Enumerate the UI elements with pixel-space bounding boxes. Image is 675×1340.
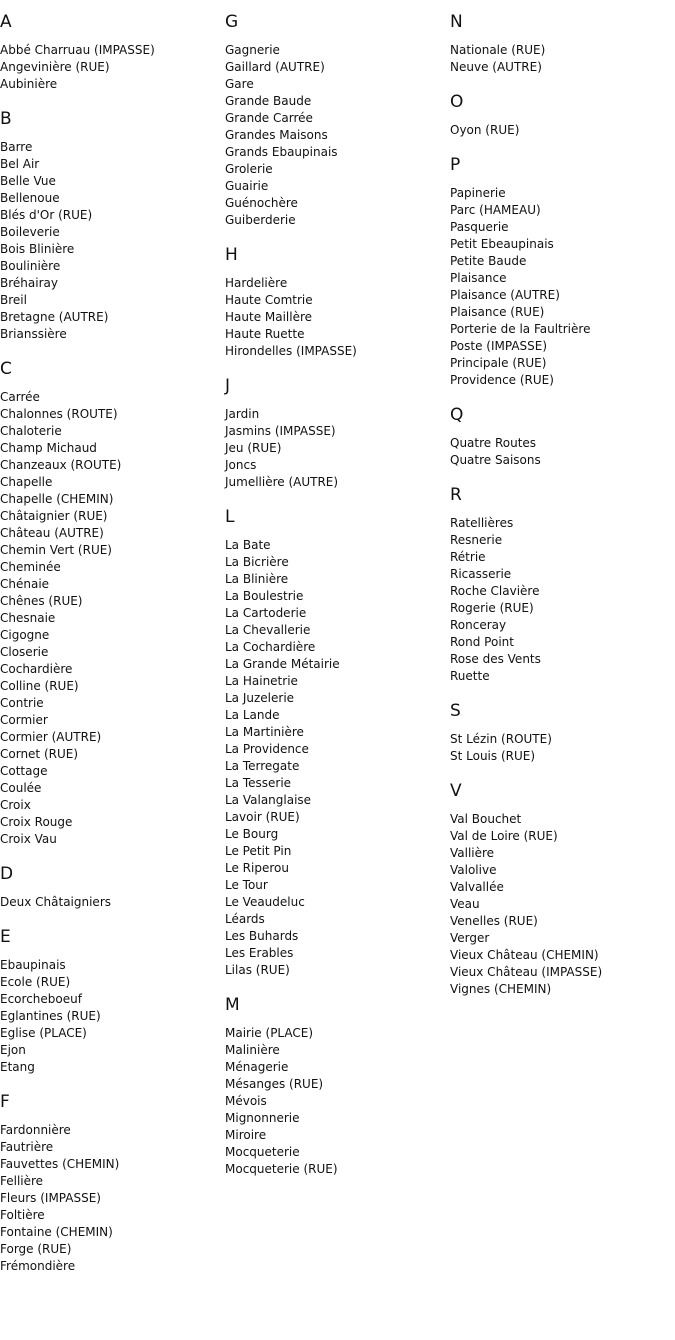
- street-entry[interactable]: Les Erables: [225, 946, 294, 960]
- street-entry[interactable]: Fontaine (CHEMIN): [0, 1225, 113, 1239]
- street-entry[interactable]: Joncs: [225, 458, 257, 472]
- street-entry[interactable]: Parc (HAMEAU): [450, 203, 541, 217]
- street-entry[interactable]: Roche Clavière: [450, 584, 540, 598]
- street-entry[interactable]: Bel Air: [0, 157, 40, 171]
- street-entry[interactable]: La Juzelerie: [225, 691, 295, 705]
- street-entry[interactable]: Grandes Maisons: [225, 128, 328, 142]
- street-entry[interactable]: Guiberderie: [225, 213, 296, 227]
- street-entry[interactable]: Mocqueterie (RUE): [225, 1162, 338, 1176]
- street-entry[interactable]: Chapelle (CHEMIN): [0, 492, 114, 506]
- street-entry[interactable]: Mairie (PLACE): [225, 1026, 314, 1040]
- section-letter-heading: P: [450, 155, 461, 175]
- street-entry[interactable]: Bretagne (AUTRE): [0, 310, 109, 324]
- letter-section-c: [0, 357, 220, 848]
- street-entry[interactable]: Rose des Vents: [450, 652, 541, 666]
- street-entry[interactable]: Haute Ruette: [225, 327, 305, 341]
- section-letter-heading: G: [225, 12, 239, 32]
- street-entry[interactable]: Cormier: [0, 713, 48, 727]
- street-entry[interactable]: La Blinière: [225, 572, 289, 586]
- street-entry[interactable]: Mocqueterie: [225, 1145, 300, 1159]
- street-entry[interactable]: Grolerie: [225, 162, 273, 176]
- street-entry[interactable]: Carrée: [0, 390, 40, 404]
- street-entry[interactable]: Neuve (AUTRE): [450, 60, 542, 74]
- letter-section-n: [450, 10, 670, 76]
- street-entry[interactable]: Ebaupinais: [0, 958, 66, 972]
- street-entry[interactable]: St Lézin (ROUTE): [450, 732, 552, 746]
- section-letter-heading: B: [0, 109, 12, 129]
- street-entry[interactable]: La Chevallerie: [225, 623, 311, 637]
- street-entry[interactable]: Plaisance: [450, 271, 507, 285]
- street-entry[interactable]: Chanzeaux (ROUTE): [0, 458, 122, 472]
- street-entry[interactable]: Chalonnes (ROUTE): [0, 407, 118, 421]
- letter-section-h: [225, 243, 445, 360]
- letter-section-q: [450, 403, 670, 469]
- street-entry[interactable]: Lilas (RUE): [225, 963, 290, 977]
- street-entry[interactable]: Veau: [450, 897, 480, 911]
- letter-section-f: [0, 1090, 220, 1275]
- letter-section-g: [225, 10, 445, 229]
- street-entry[interactable]: Chénaie: [0, 577, 50, 591]
- street-entry[interactable]: Croix: [0, 798, 31, 812]
- section-letter-heading: M: [225, 995, 240, 1015]
- street-entry[interactable]: Val Bouchet: [450, 812, 522, 826]
- street-entry[interactable]: Contrie: [0, 696, 44, 710]
- street-entry[interactable]: Jumellière (AUTRE): [225, 475, 339, 489]
- street-entry[interactable]: Ricasserie: [450, 567, 512, 581]
- letter-section-e: [0, 925, 220, 1076]
- street-entry[interactable]: Brianssière: [0, 327, 67, 341]
- street-entry[interactable]: Fauvettes (CHEMIN): [0, 1157, 120, 1171]
- street-entry[interactable]: Verger: [450, 931, 490, 945]
- section-letter-heading: S: [450, 701, 461, 721]
- street-entry[interactable]: Ecole (RUE): [0, 975, 71, 989]
- street-entry[interactable]: Boileverie: [0, 225, 60, 239]
- street-entry[interactable]: Chênes (RUE): [0, 594, 83, 608]
- street-entry[interactable]: Val de Loire (RUE): [450, 829, 558, 843]
- street-entry[interactable]: Breil: [0, 293, 27, 307]
- street-entry[interactable]: Ecorcheboeuf: [0, 992, 82, 1006]
- street-entry[interactable]: Principale (RUE): [450, 356, 547, 370]
- index-column-2: [225, 10, 445, 1192]
- section-letter-heading: D: [0, 864, 14, 884]
- street-entry[interactable]: Nationale (RUE): [450, 43, 546, 57]
- street-entry[interactable]: Croix Rouge: [0, 815, 73, 829]
- street-entry[interactable]: Haute Comtrie: [225, 293, 313, 307]
- section-letter-heading: N: [450, 12, 463, 32]
- street-entry[interactable]: Léards: [225, 912, 265, 926]
- street-entry[interactable]: Oyon (RUE): [450, 123, 520, 137]
- street-entry[interactable]: Cigogne: [0, 628, 50, 642]
- street-entry[interactable]: Vallière: [450, 846, 495, 860]
- street-entry[interactable]: Gare: [225, 77, 254, 91]
- section-letter-heading: C: [0, 359, 12, 379]
- street-entry[interactable]: Frémondière: [0, 1259, 76, 1273]
- street-entry[interactable]: Vignes (CHEMIN): [450, 982, 552, 996]
- letter-section-d: [0, 862, 220, 911]
- street-entry[interactable]: Châtaignier (RUE): [0, 509, 108, 523]
- street-entry[interactable]: Vieux Château (IMPASSE): [450, 965, 603, 979]
- letter-section-p: [450, 153, 670, 389]
- street-entry[interactable]: Papinerie: [450, 186, 506, 200]
- street-entry[interactable]: Foltière: [0, 1208, 45, 1222]
- street-entry[interactable]: Fardonnière: [0, 1123, 71, 1137]
- street-entry[interactable]: Jeu (RUE): [225, 441, 282, 455]
- letter-section-v: [450, 779, 670, 998]
- street-entry[interactable]: Plaisance (RUE): [450, 305, 545, 319]
- street-entry[interactable]: Le Tour: [225, 878, 268, 892]
- street-entry[interactable]: Eglise (PLACE): [0, 1026, 87, 1040]
- street-entry[interactable]: Le Riperou: [225, 861, 289, 875]
- section-letter-heading: Q: [450, 405, 464, 425]
- street-entry[interactable]: Poste (IMPASSE): [450, 339, 548, 353]
- street-entry[interactable]: Champ Michaud: [0, 441, 97, 455]
- street-entry[interactable]: La Valanglaise: [225, 793, 312, 807]
- street-entry[interactable]: Guairie: [225, 179, 269, 193]
- street-entry[interactable]: Etang: [0, 1060, 35, 1074]
- street-entry[interactable]: Forge (RUE): [0, 1242, 72, 1256]
- section-letter-heading: V: [450, 781, 462, 801]
- section-letter-heading: J: [225, 376, 231, 396]
- street-entry[interactable]: Cochardière: [0, 662, 73, 676]
- street-entry[interactable]: Rétrie: [450, 550, 486, 564]
- street-entry[interactable]: Angevinière (RUE): [0, 60, 110, 74]
- street-entry[interactable]: Grands Ebaupinais: [225, 145, 338, 159]
- street-entry[interactable]: Chemin Vert (RUE): [0, 543, 112, 557]
- street-entry[interactable]: Colline (RUE): [0, 679, 79, 693]
- street-entry[interactable]: Bois Blinière: [0, 242, 75, 256]
- street-entry[interactable]: Chapelle: [0, 475, 53, 489]
- street-entry[interactable]: Coulée: [0, 781, 42, 795]
- street-entry[interactable]: St Louis (RUE): [450, 749, 536, 763]
- street-entry[interactable]: Le Petit Pin: [225, 844, 292, 858]
- street-entry[interactable]: Porterie de la Faultrière: [450, 322, 591, 336]
- street-entry[interactable]: Les Buhards: [225, 929, 299, 943]
- section-letter-heading: E: [0, 927, 11, 947]
- street-entry[interactable]: Resnerie: [450, 533, 503, 547]
- street-entry[interactable]: Ejon: [0, 1043, 26, 1057]
- street-entry[interactable]: Petite Baude: [450, 254, 527, 268]
- section-letter-heading: O: [450, 92, 464, 112]
- street-entry[interactable]: Rond Point: [450, 635, 514, 649]
- street-entry[interactable]: Petit Ebeaupinais: [450, 237, 554, 251]
- letter-section-l: [225, 505, 445, 979]
- section-letter-heading: H: [225, 245, 238, 265]
- letter-section-m: [225, 993, 445, 1178]
- street-entry[interactable]: Haute Maillère: [225, 310, 313, 324]
- street-entry[interactable]: Ruette: [450, 669, 490, 683]
- letter-section-r: [450, 483, 670, 685]
- street-entry[interactable]: Bellenoue: [0, 191, 60, 205]
- section-letter-heading: A: [0, 12, 12, 32]
- section-letter-heading: R: [450, 485, 462, 505]
- letter-section-b: [0, 107, 220, 343]
- street-entry[interactable]: Guénochère: [225, 196, 298, 210]
- street-entry[interactable]: La Tesserie: [225, 776, 292, 790]
- street-entry[interactable]: Quatre Saisons: [450, 453, 541, 467]
- street-entry[interactable]: La Martinière: [225, 725, 304, 739]
- street-entry[interactable]: La Terregate: [225, 759, 300, 773]
- street-entry[interactable]: Croix Vau: [0, 832, 57, 846]
- street-entry[interactable]: Hardelière: [225, 276, 288, 290]
- street-entry[interactable]: La Providence: [225, 742, 309, 756]
- street-entry[interactable]: Belle Vue: [0, 174, 56, 188]
- street-entry[interactable]: Cormier (AUTRE): [0, 730, 102, 744]
- street-entry[interactable]: Valolive: [450, 863, 497, 877]
- street-entry[interactable]: Gagnerie: [225, 43, 280, 57]
- street-entry[interactable]: Bréhairay: [0, 276, 58, 290]
- street-entry[interactable]: Vieux Château (CHEMIN): [450, 948, 599, 962]
- street-entry[interactable]: Deux Châtaigniers: [0, 895, 111, 909]
- street-entry[interactable]: Grande Baude: [225, 94, 312, 108]
- street-entry[interactable]: Château (AUTRE): [0, 526, 104, 540]
- street-entry[interactable]: Blés d'Or (RUE): [0, 208, 93, 222]
- street-entry[interactable]: Pasquerie: [450, 220, 509, 234]
- street-entry[interactable]: Chesnaie: [0, 611, 56, 625]
- street-entry[interactable]: Lavoir (RUE): [225, 810, 300, 824]
- street-entry[interactable]: Le Bourg: [225, 827, 279, 841]
- street-entry[interactable]: Boulinière: [0, 259, 61, 273]
- street-entry[interactable]: Mésanges (RUE): [225, 1077, 324, 1091]
- street-entry[interactable]: Ménagerie: [225, 1060, 289, 1074]
- street-entry[interactable]: Aubinière: [0, 77, 58, 91]
- street-entry[interactable]: Providence (RUE): [450, 373, 554, 387]
- street-entry[interactable]: Jasmins (IMPASSE): [225, 424, 336, 438]
- street-entry[interactable]: Jardin: [225, 407, 260, 421]
- letter-section-s: [450, 699, 670, 765]
- letter-section-a: [0, 10, 220, 93]
- street-entry[interactable]: Plaisance (AUTRE): [450, 288, 560, 302]
- street-entry[interactable]: La Bate: [225, 538, 271, 552]
- street-entry[interactable]: La Boulestrie: [225, 589, 304, 603]
- street-entry[interactable]: Mignonnerie: [225, 1111, 300, 1125]
- street-entry[interactable]: Malinière: [225, 1043, 280, 1057]
- street-entry[interactable]: Chaloterie: [0, 424, 62, 438]
- street-entry[interactable]: Closerie: [0, 645, 49, 659]
- street-entry[interactable]: La Grande Métairie: [225, 657, 340, 671]
- street-entry[interactable]: La Bicrière: [225, 555, 289, 569]
- street-entry[interactable]: Eglantines (RUE): [0, 1009, 101, 1023]
- index-column-3: [450, 10, 670, 1012]
- street-entry[interactable]: Cottage: [0, 764, 48, 778]
- street-entry[interactable]: La Cochardière: [225, 640, 316, 654]
- street-entry[interactable]: La Hainetrie: [225, 674, 298, 688]
- street-entry[interactable]: Miroire: [225, 1128, 267, 1142]
- section-letter-heading: F: [0, 1092, 10, 1112]
- letter-section-o: [450, 90, 670, 139]
- street-entry[interactable]: Fautrière: [0, 1140, 54, 1154]
- letter-section-j: [225, 374, 445, 491]
- street-entry[interactable]: Gaillard (AUTRE): [225, 60, 325, 74]
- street-entry[interactable]: Fellière: [0, 1174, 44, 1188]
- street-entry[interactable]: La Lande: [225, 708, 280, 722]
- street-entry[interactable]: La Cartoderie: [225, 606, 307, 620]
- street-entry[interactable]: Cheminée: [0, 560, 61, 574]
- street-entry[interactable]: Quatre Routes: [450, 436, 537, 450]
- street-entry[interactable]: Fleurs (IMPASSE): [0, 1191, 101, 1205]
- street-entry[interactable]: Rogerie (RUE): [450, 601, 534, 615]
- street-entry[interactable]: Barre: [0, 140, 33, 154]
- street-entry[interactable]: Venelles (RUE): [450, 914, 538, 928]
- section-letter-heading: L: [225, 507, 235, 527]
- street-entry[interactable]: Ratellières: [450, 516, 514, 530]
- street-entry[interactable]: Ronceray: [450, 618, 507, 632]
- street-entry[interactable]: Le Veaudeluc: [225, 895, 305, 909]
- street-entry[interactable]: Mévois: [225, 1094, 267, 1108]
- street-entry[interactable]: Abbé Charruau (IMPASSE): [0, 43, 155, 57]
- street-entry[interactable]: Hirondelles (IMPASSE): [225, 344, 357, 358]
- street-entry[interactable]: Valvallée: [450, 880, 504, 894]
- index-column-1: [0, 10, 220, 1289]
- street-entry[interactable]: Cornet (RUE): [0, 747, 79, 761]
- street-entry[interactable]: Grande Carrée: [225, 111, 313, 125]
